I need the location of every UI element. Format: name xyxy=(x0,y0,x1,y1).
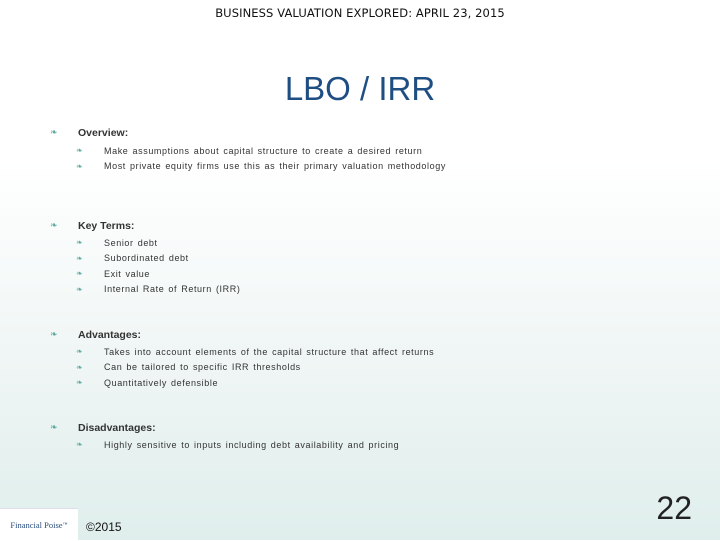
list-item: ❧ Can be tailored to specific IRR thresholds xyxy=(76,362,301,373)
bullet-icon: ❧ xyxy=(76,269,83,279)
bullet-icon: ❧ xyxy=(76,253,83,263)
slide-title: LBO / IRR xyxy=(284,70,436,107)
financial-poise-logo xyxy=(0,508,78,541)
section-heading: Overview: xyxy=(78,127,129,139)
page-number: 22 xyxy=(656,490,692,526)
bullet-icon: ❧ xyxy=(76,284,83,294)
slide-header: BUSINESS VALUATION EXPLORED: APRIL 23, 2015 xyxy=(215,6,505,20)
bullet-icon: ❧ xyxy=(76,440,83,450)
list-item: ❧ Quantitatively defensible xyxy=(76,377,219,388)
section-disadvantages xyxy=(50,421,690,453)
list-item: ❧ Senior debt xyxy=(76,237,158,248)
bullet-icon: ❧ xyxy=(50,423,58,433)
bullet-icon: ❧ xyxy=(76,146,83,156)
list-item: ❧ Internal Rate of Return (IRR) xyxy=(76,284,241,295)
list-item: ❧ Subordinated debt xyxy=(76,253,189,264)
copyright: ©2015 xyxy=(86,520,122,534)
bullet-icon: ❧ xyxy=(76,161,83,171)
logo-text: Financial Poise xyxy=(10,520,63,530)
list-item: ❧ Takes into account elements of the capital structure that affect returns xyxy=(76,346,435,357)
section-heading: Advantages: xyxy=(78,329,142,341)
bullet-icon: ❧ xyxy=(76,362,83,372)
bullet-icon: ❧ xyxy=(76,238,83,248)
list-item: ❧ Make assumptions about capital structure to create a desired return xyxy=(76,145,423,156)
bullet-icon: ❧ xyxy=(50,221,58,231)
section-overview xyxy=(50,126,690,174)
bullet-icon: ❧ xyxy=(76,378,83,388)
section-advantages xyxy=(50,328,690,391)
section-heading: Key Terms: xyxy=(78,220,135,232)
bullet-icon: ❧ xyxy=(76,347,83,357)
bullet-icon: ❧ xyxy=(50,330,58,340)
bullet-icon: ❧ xyxy=(50,128,58,138)
section-heading: Disadvantages: xyxy=(78,422,156,434)
list-item: ❧ Highly sensitive to inputs including debt availability and pricing xyxy=(76,439,400,450)
list-item: ❧ Most private equity firms use this as their primary valuation methodology xyxy=(76,161,446,172)
logo-mark: ™ xyxy=(62,522,68,528)
list-item: ❧ Exit value xyxy=(76,268,151,279)
section-key-terms xyxy=(50,219,690,297)
